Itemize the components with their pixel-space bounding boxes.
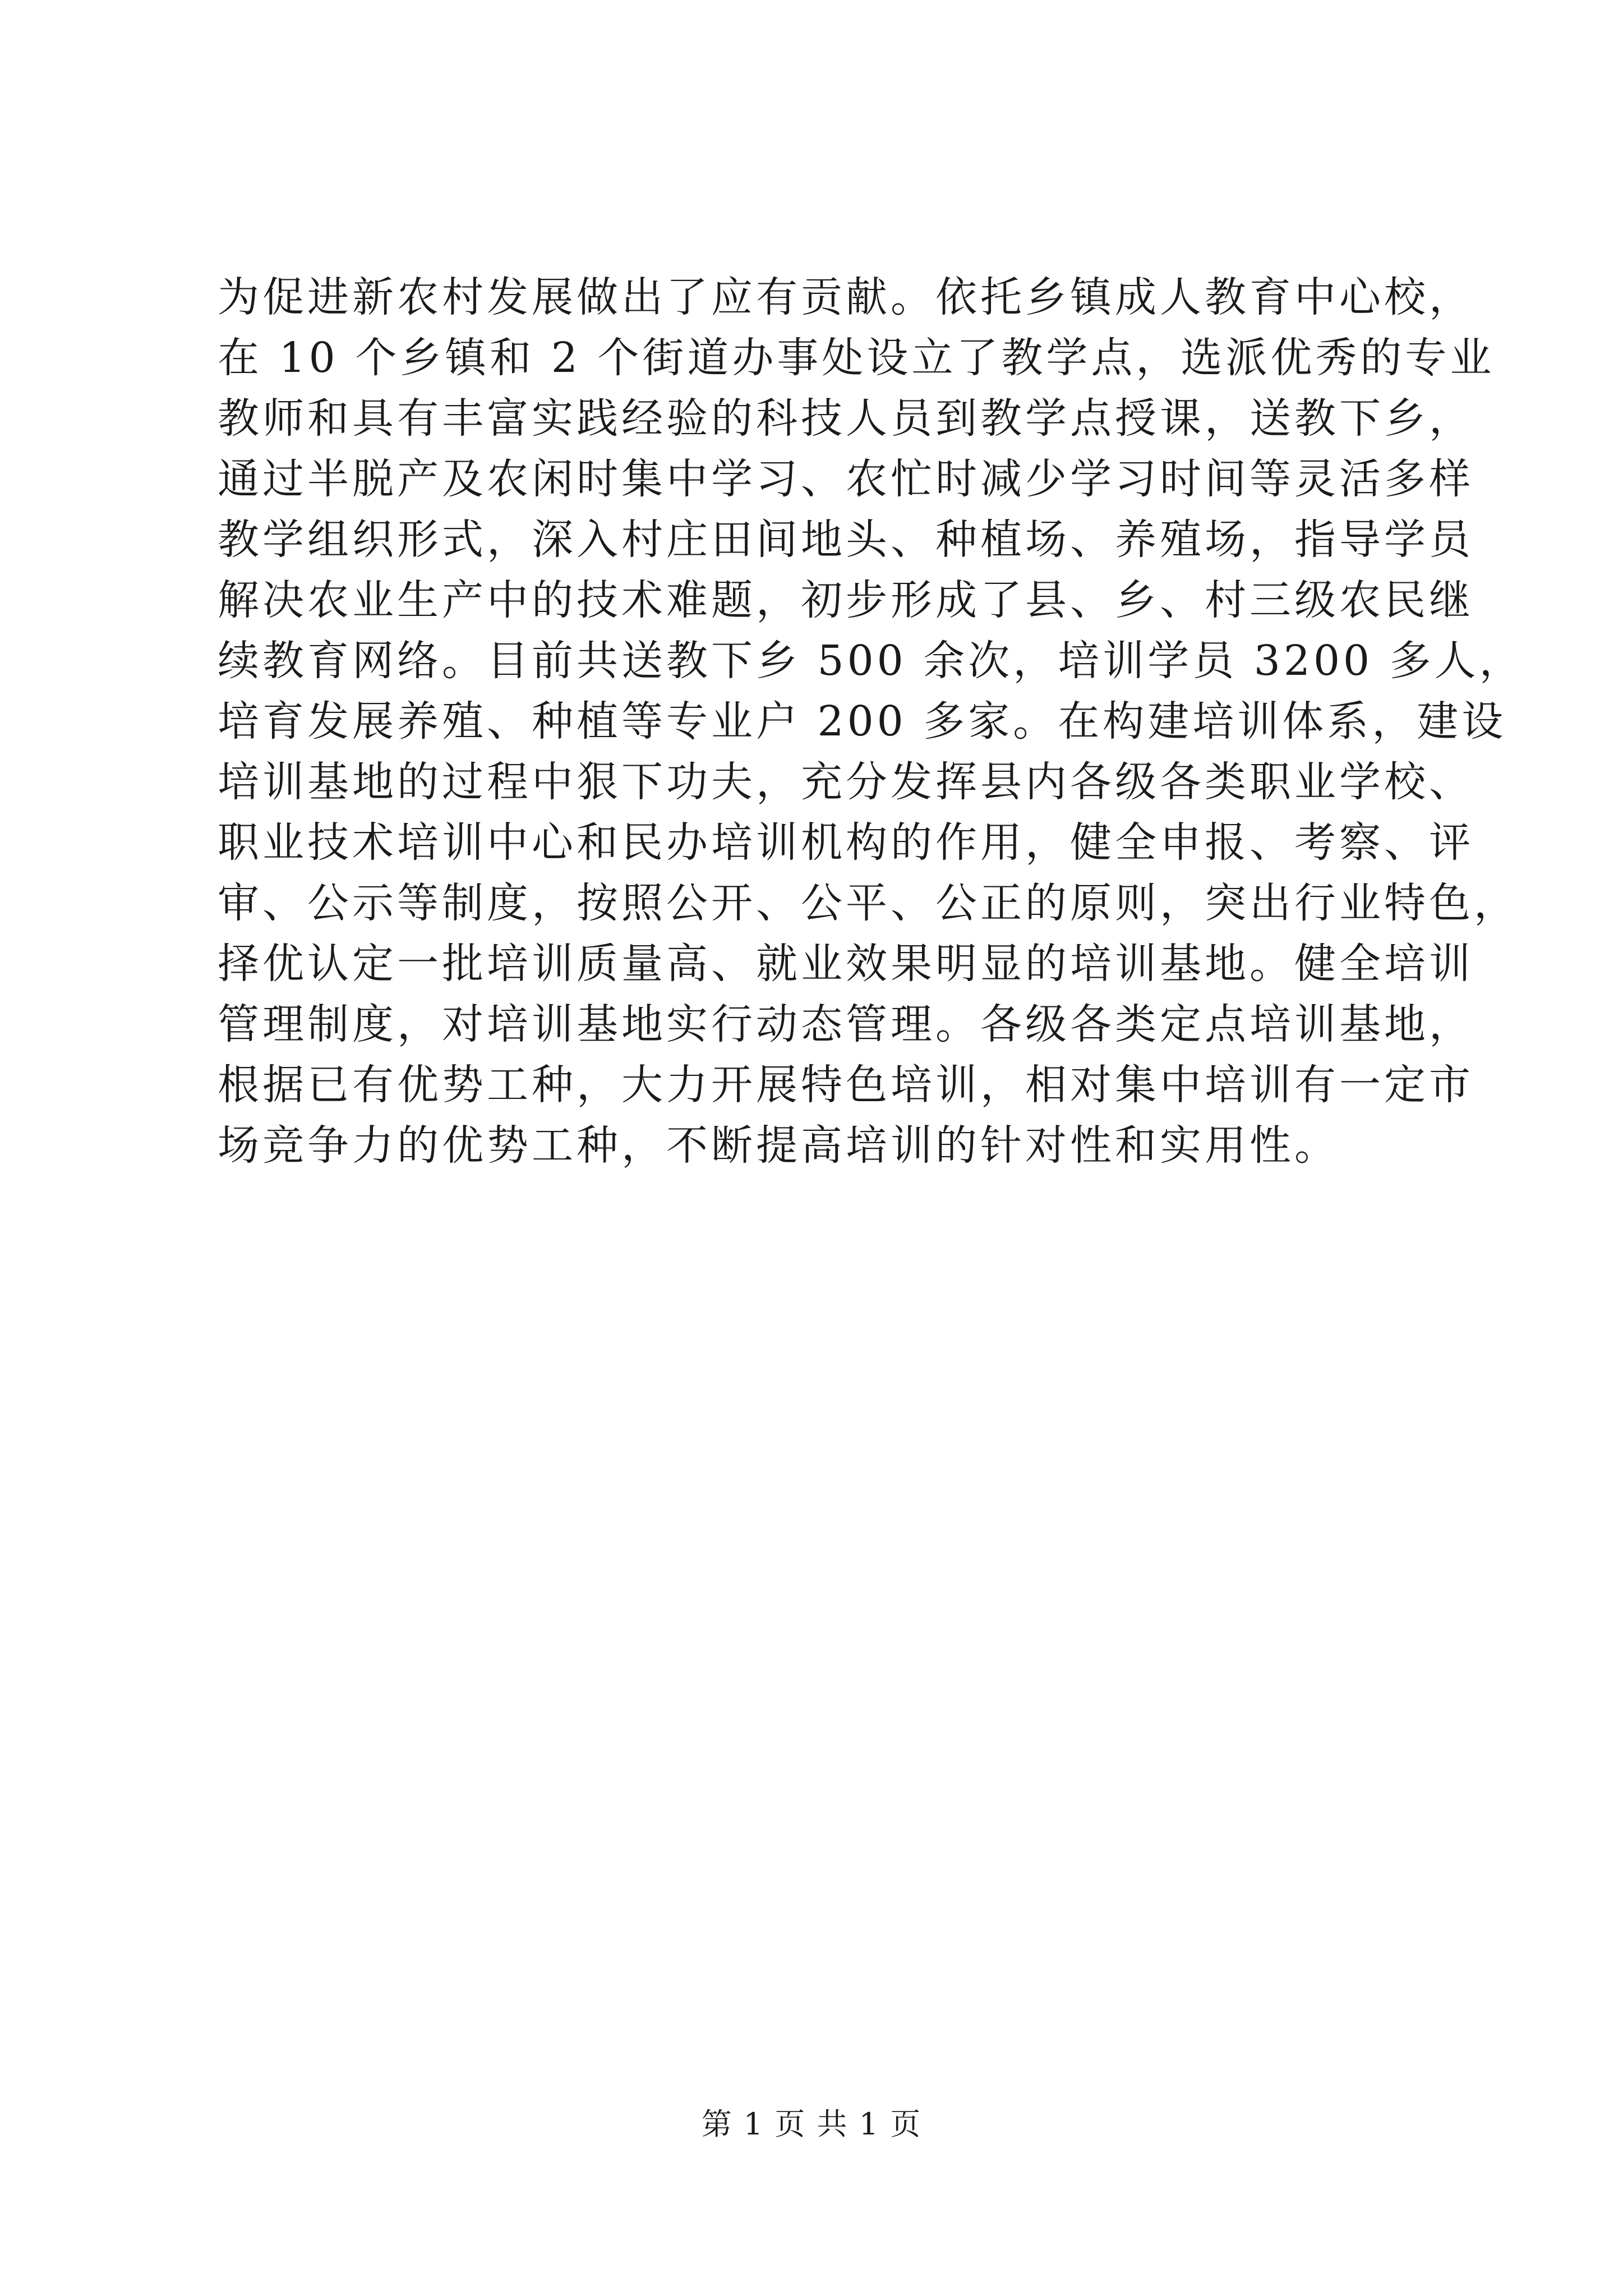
- paragraph-line: 择优认定一批培训质量高、就业效果明显的培训基地。健全培训: [218, 940, 1474, 988]
- paragraph-line: 通过半脱产及农闲时集中学习、农忙时减少学习时间等灵活多样: [218, 455, 1474, 503]
- page-footer: 第 1 页 共 1 页: [701, 2106, 922, 2142]
- paragraph-line: 在 10 个乡镇和 2 个街道办事处设立了教学点，选派优秀的专业: [218, 334, 1495, 382]
- paragraph-line: 续教育网络。目前共送教下乡 500 余次，培训学员 3200 多人，: [218, 637, 1524, 685]
- body-paragraph: [218, 268, 1524, 1177]
- paragraph-line: 教师和具有丰富实践经验的科技人员到教学点授课，送教下乡，: [218, 394, 1474, 443]
- paragraph-line: 根据已有优势工种，大力开展特色培训，相对集中培训有一定市: [218, 1061, 1474, 1109]
- paragraph-line: 解决农业生产中的技术难题，初步形成了县、乡、村三级农民继: [218, 576, 1474, 624]
- paragraph-line: 培训基地的过程中狠下功夫，充分发挥县内各级各类职业学校、: [218, 758, 1474, 806]
- paragraph-line: 管理制度，对培训基地实行动态管理。各级各类定点培训基地，: [218, 1000, 1474, 1048]
- paragraph-line: 培育发展养殖、种植等专业户 200 多家。在构建培训体系，建设: [218, 697, 1507, 746]
- paragraph-line: 职业技术培训中心和民办培训机构的作用，健全申报、考察、评: [218, 818, 1474, 867]
- paragraph-line: 教学组织形式，深入村庄田间地头、种植场、养殖场，指导学员: [218, 516, 1474, 564]
- paragraph-line: 审、公示等制度，按照公开、公平、公正的原则，突出行业特色，: [218, 879, 1519, 927]
- paragraph-line: 场竞争力的优势工种，不断提高培训的针对性和实用性。: [218, 1121, 1339, 1170]
- paragraph-line: 为促进新农村发展做出了应有贡献。依托乡镇成人教育中心校，: [218, 273, 1474, 321]
